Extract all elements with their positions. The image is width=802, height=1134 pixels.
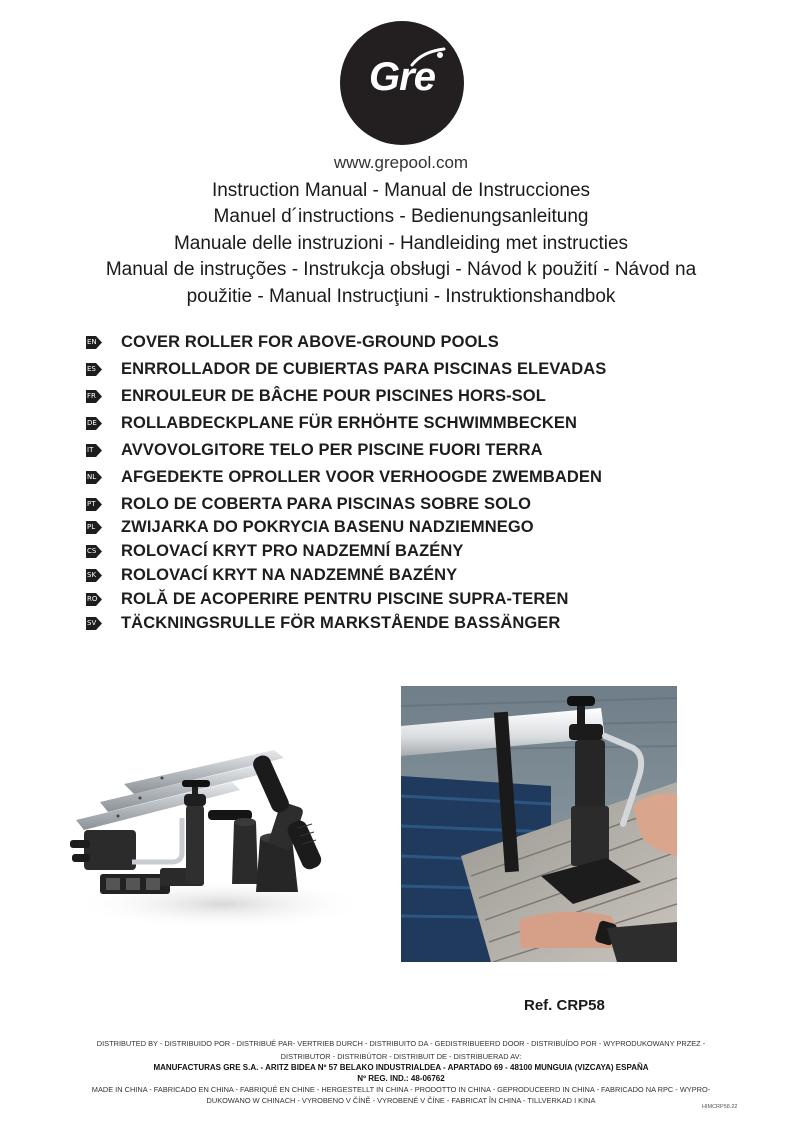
language-tag-icon: EN [86, 336, 102, 349]
product-name: ENROULEUR DE BÂCHE POUR PISCINES HORS-SOL [121, 386, 546, 405]
product-name: ROLOVACÍ KRYT NA NADZEMNÉ BAZÉNY [121, 565, 458, 584]
manual-title-line: Manuale delle instruzioni - Handleiding met instructies [173, 232, 629, 254]
product-row [86, 612, 560, 634]
document-code: HIMCRP58.22 [702, 1104, 738, 1110]
product-name: ROLĂ DE ACOPERIRE PENTRU PISCINE SUPRA-TEREN [121, 589, 569, 608]
product-row [86, 516, 534, 538]
product-name: COVER ROLLER FOR ABOVE-GROUND POOLS [121, 332, 499, 351]
product-name: ZWIJARKA DO POKRYCIA BASENU NADZIEMNEGO [121, 517, 534, 536]
brand-logo [340, 21, 464, 145]
distributed-by-text: DISTRIBUTED BY - DISTRIBUIDO POR - DISTRIBUÉ PAR- VERTRIEB DURCH - DISTRIBUITO DA - GEDISTRIBUEERD DOOR - DISTRIBUÍDO POR - WYPRODUKOWANY PRZEZ - [96, 1039, 706, 1048]
product-name: AFGEDEKTE OPROLLER VOOR VERHOOGDE ZWEMBADEN [121, 467, 602, 486]
product-name: ENRROLLADOR DE CUBIERTAS PARA PISCINAS ELEVADAS [121, 359, 607, 378]
made-in-china-text-2: DUKOWANO W CHINACH - VYROBENO V ČÍNĚ - VYROBENÉ V ČÍNE - FABRICAT ÎN CHINA - TILLVERKAD I KINA [206, 1096, 596, 1105]
product-row [86, 493, 531, 515]
language-tag-icon: SK [86, 569, 102, 582]
language-tag-icon: FR [86, 390, 102, 403]
logo-text: Gre [369, 55, 435, 99]
website-url: www.grepool.com [333, 153, 469, 172]
manual-titles [40, 178, 762, 310]
language-tag-icon: DE [86, 417, 102, 430]
language-tag-icon: ES [86, 363, 102, 376]
language-tag-icon: IT [86, 444, 102, 457]
language-tag-icon: NL [86, 471, 102, 484]
distributor-text: DISTRIBUTOR - DISTRIBÚTOR - DISTRIBUIT DE - DISTRIBUERAD AV: [280, 1052, 522, 1061]
language-tag-icon: SV [86, 617, 102, 630]
product-name: ROLO DE COBERTA PARA PISCINAS SOBRE SOLO [121, 494, 532, 513]
product-parts-photo [62, 744, 368, 930]
product-name: TÄCKNINGSRULLE FÖR MARKSTÅENDE BASSÄNGER [121, 613, 561, 632]
footer-distribution-info [30, 1038, 772, 1106]
product-row [86, 540, 463, 562]
product-row [86, 412, 577, 434]
language-tag-icon: RO [86, 593, 102, 606]
manual-title-line: Manuel d´instructions - Bedienungsanleitung [213, 206, 589, 228]
company-address: MANUFACTURAS GRE S.A. - ARITZ BIDEA Nº 57 BELAKO INDUSTRIALDEA - APARTADO 69 - 48100 MUNGUIA (VIZCAYA) ESPAÑA [153, 1063, 649, 1072]
product-row [86, 385, 546, 407]
product-row [86, 331, 499, 353]
product-name: ROLLABDECKPLANE FÜR ERHÖHTE SCHWIMMBECKEN [121, 413, 578, 432]
product-row [86, 439, 543, 461]
product-name: AVVOVOLGITORE TELO PER PISCINE FUORI TERRA [121, 440, 543, 459]
product-name: ROLOVACÍ KRYT PRO NADZEMNÍ BAZÉNY [121, 541, 464, 560]
language-tag-icon: PL [86, 521, 102, 534]
product-row [86, 564, 457, 586]
registration-number: Nº REG. IND.: 48-06762 [357, 1074, 445, 1083]
product-row [86, 466, 602, 488]
made-in-china-text: MADE IN CHINA - FABRICADO EN CHINA - FABRIQUÉ EN CHINE - HERGESTELLT IN CHINA - PRODOTTO IN CHINA - GEPRODUCEERD IN CHINA - FABRICADO NA RPC - WYPRO- [91, 1085, 711, 1094]
language-tag-icon: PT [86, 498, 102, 511]
installed-roller-photo [401, 686, 677, 962]
manual-title-line: Manual de instruções - Instrukcja obsługi - Návod k použití - Návod na [105, 259, 697, 281]
manual-title-line: Instruction Manual - Manual de Instrucciones [211, 180, 591, 201]
product-row [86, 588, 569, 610]
product-row [86, 358, 606, 380]
language-tag-icon: CS [86, 545, 102, 558]
product-reference: Ref. CRP58 [524, 997, 605, 1014]
manual-title-line: použitie - Manual Instrucţiuni - Instruktionshandbok [186, 285, 616, 307]
